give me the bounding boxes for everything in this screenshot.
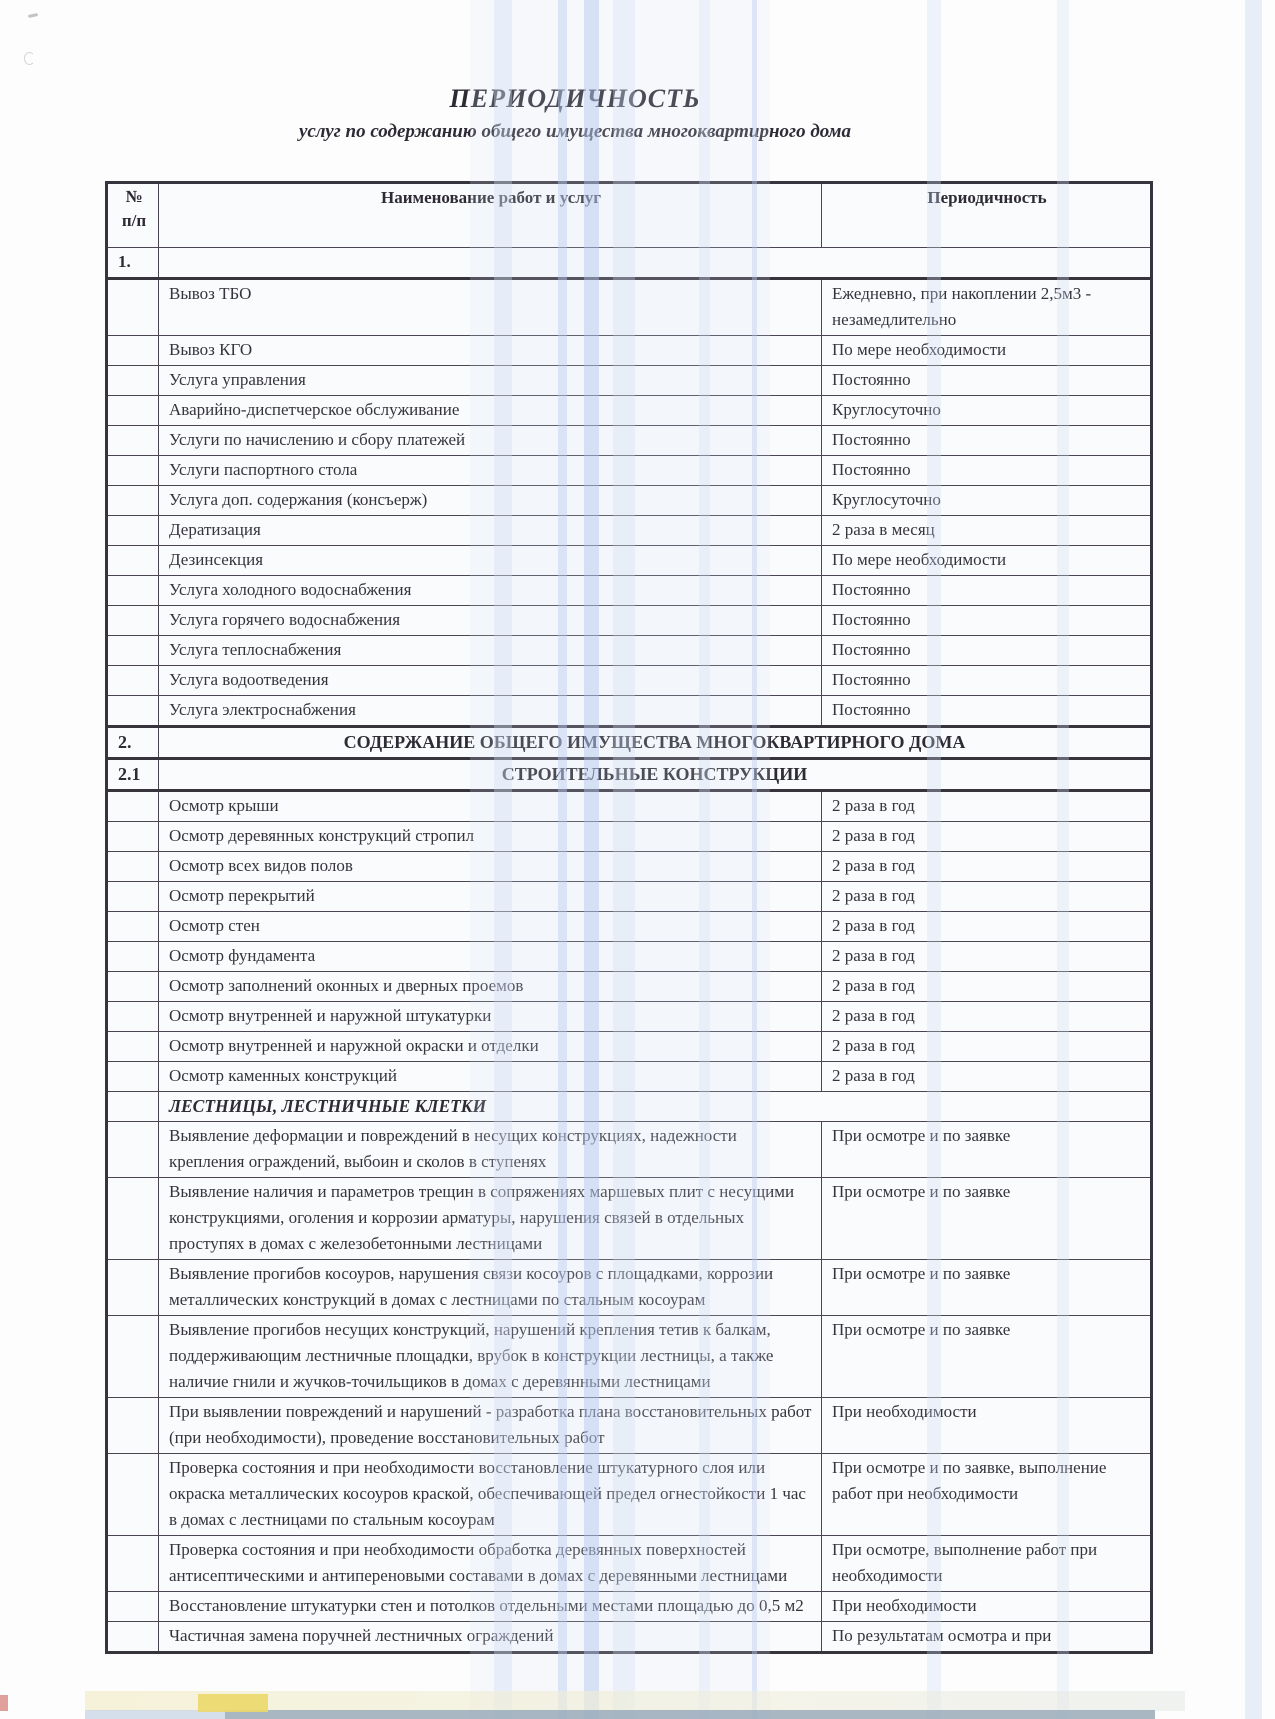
table-row	[107, 1002, 1152, 1032]
work-name-cell: Осмотр заполнений оконных и дверных проемов	[159, 972, 822, 1002]
periodicity-cell: При осмотре и по заявке, выполнение работ при необходимости	[822, 1454, 1152, 1536]
work-name-cell: Аварийно-диспетчерское обслуживание	[159, 396, 822, 426]
row-number-cell	[107, 279, 159, 336]
table-row	[107, 516, 1152, 546]
row-number-cell	[107, 426, 159, 456]
table-row	[107, 1122, 1152, 1178]
work-name-cell: Восстановление штукатурки стен и потолков отдельными местами площадью до 0,5 м2	[159, 1592, 822, 1622]
work-name-cell: Выявление прогибов косоуров, нарушения связи косоуров с площадками, коррозии металлических конструкций в домах с лестницами по стальным косоурам	[159, 1260, 822, 1316]
row-number-cell	[107, 336, 159, 366]
work-name-cell: Проверка состояния и при необходимости восстановление штукатурного слоя или окраска металлических косоуров краской, обеспечивающей предел огнестойкости 1 час в домах с лестницами по стальным косоурам	[159, 1454, 822, 1536]
row-number-cell	[107, 516, 159, 546]
row-number-cell	[107, 546, 159, 576]
table-row	[107, 912, 1152, 942]
scan-streak	[1245, 0, 1262, 1719]
row-number-cell	[107, 1316, 159, 1398]
periodicity-cell: Ежедневно, при накоплении 2,5м3 - незамедлительно	[822, 279, 1152, 336]
work-name-cell: Выявление прогибов несущих конструкций, нарушений крепления тетив к балкам, поддерживающим лестничные площадки, врубок в конструкции лестницы, а также наличие гнили и жучков-точильщиков в домах с деревянными лестницами	[159, 1316, 822, 1398]
periodicity-cell: 2 раза в год	[822, 791, 1152, 822]
table-row	[107, 636, 1152, 666]
table-row	[107, 791, 1152, 822]
table-row	[107, 248, 1152, 279]
work-name-cell: Дератизация	[159, 516, 822, 546]
scan-bottom-edge	[0, 1686, 1275, 1719]
table-row	[107, 1092, 1152, 1122]
section-title-cell: СОДЕРЖАНИЕ ОБЩЕГО ИМУЩЕСТВА МНОГОКВАРТИРНОГО ДОМА	[159, 727, 1152, 759]
scan-edge-yellow-spot	[198, 1694, 268, 1712]
document-header	[0, 0, 1150, 143]
row-number-cell	[107, 486, 159, 516]
periodicity-cell: Постоянно	[822, 636, 1152, 666]
work-name-cell: Осмотр стен	[159, 912, 822, 942]
work-name-cell: Осмотр внутренней и наружной штукатурки	[159, 1002, 822, 1032]
table-row	[107, 396, 1152, 426]
row-number-cell	[107, 882, 159, 912]
table-row	[107, 666, 1152, 696]
row-number-cell	[107, 1092, 159, 1122]
table-row	[107, 576, 1152, 606]
work-name-cell: Услуги по начислению и сбору платежей	[159, 426, 822, 456]
table-row	[107, 1454, 1152, 1536]
periodicity-cell: 2 раза в год	[822, 822, 1152, 852]
work-name-cell: Осмотр фундамента	[159, 942, 822, 972]
table-row	[107, 727, 1152, 759]
header-num-line2: п/п	[121, 211, 147, 230]
work-name-cell: Услуги паспортного стола	[159, 456, 822, 486]
row-number-cell	[107, 606, 159, 636]
periodicity-table	[105, 181, 1153, 1654]
row-number-cell: 2.	[107, 727, 159, 759]
table-row	[107, 1536, 1152, 1592]
table-row	[107, 606, 1152, 636]
work-name-cell: Услуга водоотведения	[159, 666, 822, 696]
table-row	[107, 1592, 1152, 1622]
table-row	[107, 1062, 1152, 1092]
work-name-cell: Осмотр внутренней и наружной окраски и отделки	[159, 1032, 822, 1062]
table-row	[107, 366, 1152, 396]
periodicity-cell: 2 раза в год	[822, 1062, 1152, 1092]
table-row	[107, 426, 1152, 456]
table-row	[107, 1032, 1152, 1062]
periodicity-cell: 2 раза в год	[822, 942, 1152, 972]
table-row	[107, 336, 1152, 366]
row-number-cell	[107, 696, 159, 727]
table-row	[107, 942, 1152, 972]
periodicity-cell: При необходимости	[822, 1398, 1152, 1454]
table-row	[107, 1398, 1152, 1454]
row-number-cell: 1.	[107, 248, 159, 279]
table-row	[107, 546, 1152, 576]
row-number-cell	[107, 456, 159, 486]
periodicity-cell: Круглосуточно	[822, 486, 1152, 516]
work-name-cell: Вывоз КГО	[159, 336, 822, 366]
section-title-cell: СТРОИТЕЛЬНЫЕ КОНСТРУКЦИИ	[159, 759, 1152, 791]
periodicity-cell: При осмотре и по заявке	[822, 1122, 1152, 1178]
table-row	[107, 759, 1152, 791]
row-number-cell	[107, 636, 159, 666]
work-name-cell: Вывоз ТБО	[159, 279, 822, 336]
row-number-cell	[107, 576, 159, 606]
row-number-cell	[107, 912, 159, 942]
work-name-cell: Проверка состояния и при необходимости обработка деревянных поверхностей антисептическими и антипереновыми составами в домах с деревянными лестницами	[159, 1536, 822, 1592]
scan-edge-cream-band	[85, 1691, 1185, 1711]
table-row	[107, 1178, 1152, 1260]
work-name-cell: Частичная замена поручней лестничных ограждений	[159, 1622, 822, 1653]
row-number-cell	[107, 1454, 159, 1536]
periodicity-cell: 2 раза в год	[822, 912, 1152, 942]
work-name-cell: Услуга теплоснабжения	[159, 636, 822, 666]
periodicity-cell: По результатам осмотра и при	[822, 1622, 1152, 1653]
periodicity-cell: Постоянно	[822, 576, 1152, 606]
row-number-cell	[107, 822, 159, 852]
table-row	[107, 1622, 1152, 1653]
header-num-line1: №	[125, 187, 143, 206]
table-row	[107, 822, 1152, 852]
periodicity-cell: Постоянно	[822, 456, 1152, 486]
periodicity-cell: При необходимости	[822, 1592, 1152, 1622]
table-row	[107, 882, 1152, 912]
periodicity-cell: 2 раза в год	[822, 972, 1152, 1002]
work-name-cell: Услуга управления	[159, 366, 822, 396]
work-name-cell: Услуга горячего водоснабжения	[159, 606, 822, 636]
row-number-cell	[107, 1178, 159, 1260]
periodicity-cell: При осмотре, выполнение работ при необходимости	[822, 1536, 1152, 1592]
periodicity-cell: Постоянно	[822, 696, 1152, 727]
periodicity-cell: 2 раза в год	[822, 882, 1152, 912]
periodicity-cell: При осмотре и по заявке	[822, 1178, 1152, 1260]
work-name-cell: Осмотр всех видов полов	[159, 852, 822, 882]
periodicity-cell: По мере необходимости	[822, 546, 1152, 576]
work-name-cell: Услуга холодного водоснабжения	[159, 576, 822, 606]
periodicity-cell: Постоянно	[822, 426, 1152, 456]
row-number-cell: 2.1	[107, 759, 159, 791]
row-number-cell	[107, 1032, 159, 1062]
table-row	[107, 696, 1152, 727]
row-number-cell	[107, 1122, 159, 1178]
row-number-cell	[107, 852, 159, 882]
work-name-cell: Выявление наличия и параметров трещин в сопряжениях маршевых плит с несущими конструкциями, оголения и коррозии арматуры, нарушения связей в отдельных проступях в домах с железобетонными лестницами	[159, 1178, 822, 1260]
row-number-cell	[107, 972, 159, 1002]
periodicity-cell: При осмотре и по заявке	[822, 1316, 1152, 1398]
periodicity-cell: По мере необходимости	[822, 336, 1152, 366]
work-name-cell: Дезинсекция	[159, 546, 822, 576]
periodicity-cell: Круглосуточно	[822, 396, 1152, 426]
table-row	[107, 972, 1152, 1002]
periodicity-cell: 2 раза в месяц	[822, 516, 1152, 546]
work-name-cell: Осмотр деревянных конструкций стропил	[159, 822, 822, 852]
row-number-cell	[107, 942, 159, 972]
scan-edge-blue-band	[85, 1710, 225, 1719]
periodicity-cell: Постоянно	[822, 366, 1152, 396]
table-row	[107, 1316, 1152, 1398]
row-number-cell	[107, 1592, 159, 1622]
table-header-row	[107, 183, 1152, 248]
work-name-cell: Осмотр крыши	[159, 791, 822, 822]
periodicity-cell: При осмотре и по заявке	[822, 1260, 1152, 1316]
header-cell-num	[107, 183, 159, 248]
work-name-cell: Услуга электроснабжения	[159, 696, 822, 727]
page-title: ПЕРИОДИЧНОСТЬ	[449, 84, 701, 113]
subheading-cell: ЛЕСТНИЦЫ, ЛЕСТНИЧНЫЕ КЛЕТКИ	[159, 1092, 1152, 1122]
row-number-cell	[107, 366, 159, 396]
table-row	[107, 456, 1152, 486]
empty-cell	[159, 248, 1152, 279]
work-name-cell: Выявление деформации и повреждений в несущих конструкциях, надежности крепления ограждений, выбоин и сколов в ступенях	[159, 1122, 822, 1178]
row-number-cell	[107, 791, 159, 822]
row-number-cell	[107, 1062, 159, 1092]
table-row	[107, 1260, 1152, 1316]
periodicity-cell: Постоянно	[822, 606, 1152, 636]
table-row	[107, 486, 1152, 516]
periodicity-cell: Постоянно	[822, 666, 1152, 696]
periodicity-cell: 2 раза в год	[822, 1032, 1152, 1062]
scan-edge-gray-band	[225, 1710, 1155, 1719]
header-cell-name: Наименование работ и услуг	[159, 183, 822, 248]
table-row	[107, 852, 1152, 882]
row-number-cell	[107, 1002, 159, 1032]
work-name-cell: Осмотр каменных конструкций	[159, 1062, 822, 1092]
periodicity-cell: 2 раза в год	[822, 1002, 1152, 1032]
header-cell-period: Периодичность	[822, 183, 1152, 248]
row-number-cell	[107, 1260, 159, 1316]
row-number-cell	[107, 1398, 159, 1454]
scan-edge-red-mark	[0, 1695, 8, 1711]
row-number-cell	[107, 396, 159, 426]
work-name-cell: При выявлении повреждений и нарушений - разработка плана восстановительных работ (при необходимости), проведение восстановительных работ	[159, 1398, 822, 1454]
periodicity-cell: 2 раза в год	[822, 852, 1152, 882]
work-name-cell: Осмотр перекрытий	[159, 882, 822, 912]
row-number-cell	[107, 1536, 159, 1592]
table-row	[107, 279, 1152, 336]
row-number-cell	[107, 1622, 159, 1653]
work-name-cell: Услуга доп. содержания (консъерж)	[159, 486, 822, 516]
page-subtitle: услуг по содержанию общего имущества многоквартирного дома	[298, 121, 852, 142]
row-number-cell	[107, 666, 159, 696]
